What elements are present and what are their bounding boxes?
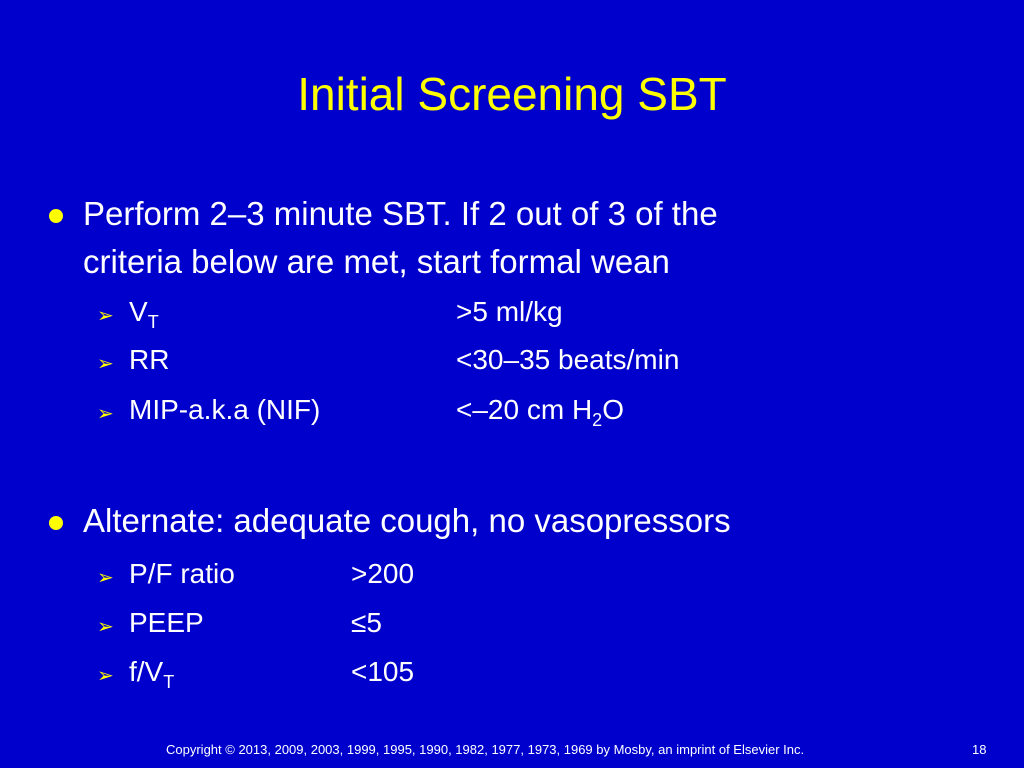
criteria-row-peep	[0, 605, 900, 641]
criteria-value: >5 ml/kg	[456, 296, 563, 327]
criteria-row-pf	[0, 556, 900, 592]
criteria-value: ≤5	[351, 607, 382, 638]
page-number: 18	[972, 742, 987, 757]
bullet-1	[49, 190, 949, 286]
arrow-bullet-icon: ➢	[97, 567, 114, 589]
arrow-bullet-icon: ➢	[97, 353, 114, 375]
criteria-row-mip	[0, 392, 900, 428]
bullet-2	[49, 497, 949, 545]
bullet-1-line2: criteria below are met, start formal wean	[83, 243, 670, 280]
criteria-label: MIP-a.k.a (NIF)	[129, 394, 321, 425]
criteria-value: <105	[351, 656, 415, 687]
criteria-label: $f/V_T$	[129, 656, 175, 692]
criteria-label: P/F ratio	[129, 558, 235, 589]
copyright-text: Copyright © 2013, 2009, 2003, 1999, 1995, 1990, 1982, 1977, 1973, 1969 by Mosby, an imprint of Elsevier Inc.	[166, 742, 805, 757]
arrow-bullet-icon: ➢	[97, 665, 114, 687]
criteria-label: RR	[129, 344, 170, 375]
slide-title: Initial Screening SBT	[297, 68, 727, 120]
criteria-label: PEEP	[129, 607, 204, 638]
criteria-value: >200	[351, 558, 415, 589]
bullet-2-line1: Alternate: adequate cough, no vasopressors	[83, 502, 731, 539]
bullet-dot-icon	[49, 209, 63, 223]
arrow-bullet-icon: ➢	[97, 616, 114, 638]
arrow-bullet-icon: ➢	[97, 403, 114, 425]
criteria-value: <–20 cm $H_2O$	[456, 394, 624, 430]
arrow-bullet-icon: ➢	[97, 305, 114, 327]
criteria-row-vt	[0, 294, 900, 330]
criteria-row-rr	[0, 342, 900, 378]
bullet-dot-icon	[49, 516, 63, 530]
criteria-label: $V_T$	[129, 296, 159, 332]
bullet-1-line1: Perform 2–3 minute SBT. If 2 out of 3 of the	[83, 195, 718, 232]
criteria-row-fvt	[0, 654, 900, 690]
criteria-value: <30–35 beats/min	[456, 344, 680, 375]
